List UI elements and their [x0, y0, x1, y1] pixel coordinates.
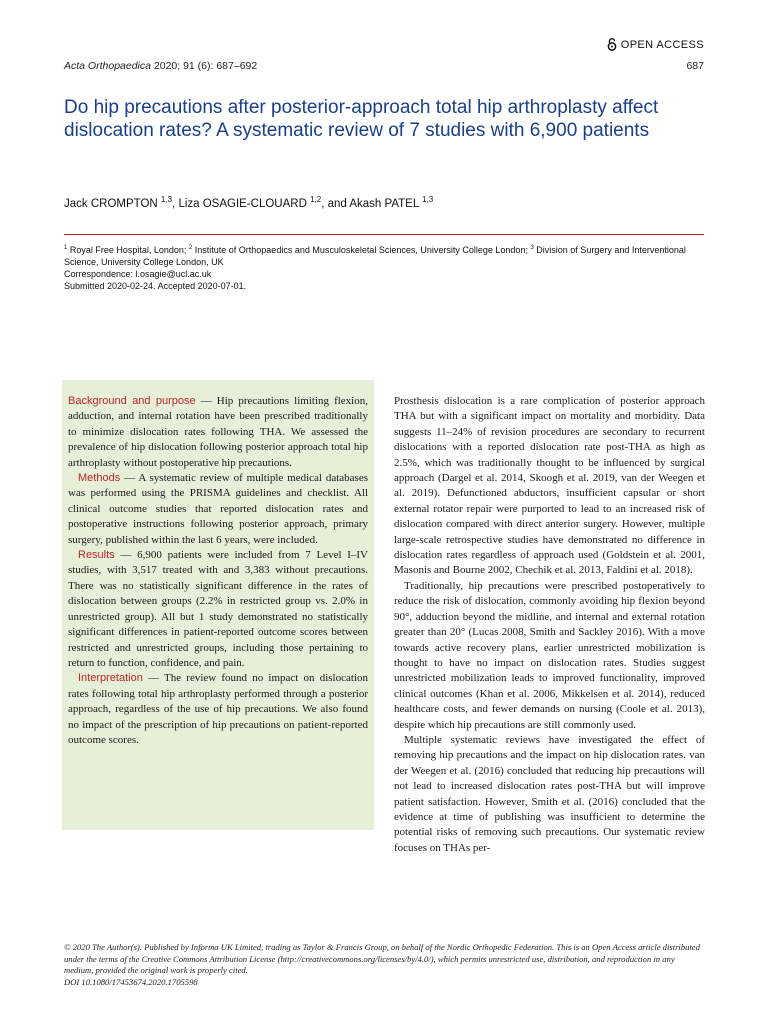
author-name: Jack CROMPTON [64, 197, 158, 210]
abstract-heading: Methods [78, 472, 121, 485]
abstract-results [68, 548, 368, 671]
affiliations-block [64, 242, 704, 292]
abstract-heading: Background and purpose [68, 395, 196, 407]
citation: 2020; 91 (6): 687–692 [150, 60, 258, 72]
body-column [394, 394, 705, 856]
abstract-background [68, 394, 368, 471]
abstract-text: — A systematic review of multiple medical databases was performed using the PRISMA guidelines and checklist. All clinical outcome studies that reported dislocation rates and postoperative instructions following posterior approach, primary surgery, published within the last 6 years, were included. [68, 472, 368, 546]
journal-name: Acta Orthopaedica [64, 60, 151, 72]
author-affiliation: 1,3 [422, 195, 434, 204]
submission-dates: Submitted 2020-02-24. Accepted 2020-07-01. [64, 281, 247, 291]
open-access-badge [607, 38, 704, 51]
correspondence: Correspondence: l.osagie@ucl.ac.uk [64, 269, 212, 279]
abstract-interpretation [68, 671, 368, 748]
abstract-text: — 6,900 patients were included from 7 Level I–IV studies, with 3,517 treated with and 3,383 without precautions. There was no statistically significant difference in the rates of dislocation between groups (2.2% in restricted group vs. 2.0% in unrestricted group). All but 1 study demonstrated no statistically significant differences in patient-reported outcome scores between restricted and unrestricted groups, including those pertaining to return to function, confidence, and pain. [68, 549, 368, 669]
affil-marker: 2 [188, 245, 193, 251]
running-header [64, 60, 704, 72]
license-text: © 2020 The Author(s). Published by Informa UK Limited, trading as Taylor & Francis Group, on behalf of the Nordic Orthopedic Federation. This is an Open Access article distributed under the terms of the Creative Commons Attribution License (http://creativecommons.org/licenses/by/4.0/), which permits unrestricted use, distribution, and reproduction in any medium, provided the original work is properly cited. [64, 942, 700, 975]
affiliation-text: Division of Surgery and Interventional Science, University College London, UK [64, 245, 686, 267]
open-lock-icon [607, 38, 617, 51]
body-paragraph: Prosthesis dislocation is a rare complication of posterior approach THA but with a significant impact on mortality and morbidity. Data suggests 11–24% of revision procedures are secondary to recurrent dislocations with a reported dislocation rate post-THA as high as 2.5%, which was traditionally thought to be influenced by surgical approach (Dargel et al. 2014, Skoogh et al. 2019, van der Weegen et al. 2019). Defunctioned abductors, insufficient capsular or short external rotator repair were purported to lead to an increased risk of dislocation compared with direct anterior surgery. However, multiple large-scale retrospective studies have demonstrated no difference in dislocation rates regardless of approach used (Goldstein et al. 2001, Masonis and Bourne 2002, Chechik et al. 2013, Faldini et al. 2018). [394, 395, 705, 577]
author-name: Akash PATEL [349, 197, 419, 210]
author-list [64, 195, 433, 210]
doi: DOI 10.1080/17453674.2020.1705598 [64, 976, 198, 987]
title-divider [64, 234, 704, 235]
license-footer [64, 942, 704, 988]
affiliations [64, 242, 704, 268]
body-paragraph: Traditionally, hip precautions were prescribed postoperatively to reduce the risk of dislocation, commonly avoiding hip flexion beyond 90°, adduction beyond the midline, and internal and external rotation greater than 20° (Lucas 2008, Smith and Sackley 2016). With a move towards active recovery plans, earlier unrestricted mobilization is thought to have no impact on dislocation rates. Studies suggest unrestricted mobilization leads to improved functionality, improved clinical outcomes (Khan et al. 2006, Mikkelsen et al. 2014), reduced healthcare costs, and fewer demands on nursing (Coole et al. 2013), despite which hip precautions are still commonly used. [394, 579, 705, 731]
author-affiliation: 1,2 [310, 195, 322, 204]
page-number: 687 [686, 60, 704, 72]
affil-marker: 1 [64, 245, 68, 251]
journal-citation [64, 60, 257, 72]
open-access-label: OPEN ACCESS [620, 38, 704, 51]
author-separator: , and [321, 197, 350, 210]
abstract-methods [68, 471, 368, 548]
author-affiliation: 1,3 [160, 195, 173, 204]
affil-marker: 3 [530, 245, 534, 251]
abstract-box [62, 380, 374, 830]
affiliation-text: Institute of Orthopaedics and Musculoskeletal Sciences, University College London; [192, 245, 531, 255]
article-title: Do hip precautions after posterior-approach total hip arthroplasty affect dislocation rates? A systematic review of 7 studies with 6,900 patients [64, 97, 659, 141]
abstract-heading: Results [78, 549, 115, 562]
author-name: Liza OSAGIE-CLOUARD [178, 197, 307, 210]
affiliation-text: Royal Free Hospital, London; [67, 245, 189, 255]
abstract-heading: Interpretation [78, 672, 143, 685]
author-separator: , [172, 197, 179, 210]
body-paragraph: Multiple systematic reviews have investigated the effect of removing hip precautions and the impact on hip dislocation rates. van der Weegen et al. (2016) concluded that reducing hip precautions will not lead to increased dislocation rates post-THA but will improve patient satisfaction. However, Smith et al. (2016) concluded that the evidence at time of publishing was insufficient to determine the potential risks of removing such precautions. Our systematic review focuses on THAs per- [394, 733, 705, 854]
abstract-text: — Hip precautions limiting flexion, adduction, and internal rotation have been prescribed traditionally to minimize dislocation rates following THA. We assessed the prevalence of hip dislocation following posterior approach total hip arthroplasty without postoperative hip precautions. [68, 395, 368, 469]
abstract-text: — The review found no impact on dislocation rates following total hip arthroplasty performed through a posterior approach, regardless of the use of hip precautions. We also found no impact of the prescription of hip precautions on patient-reported outcome scores. [68, 672, 368, 746]
